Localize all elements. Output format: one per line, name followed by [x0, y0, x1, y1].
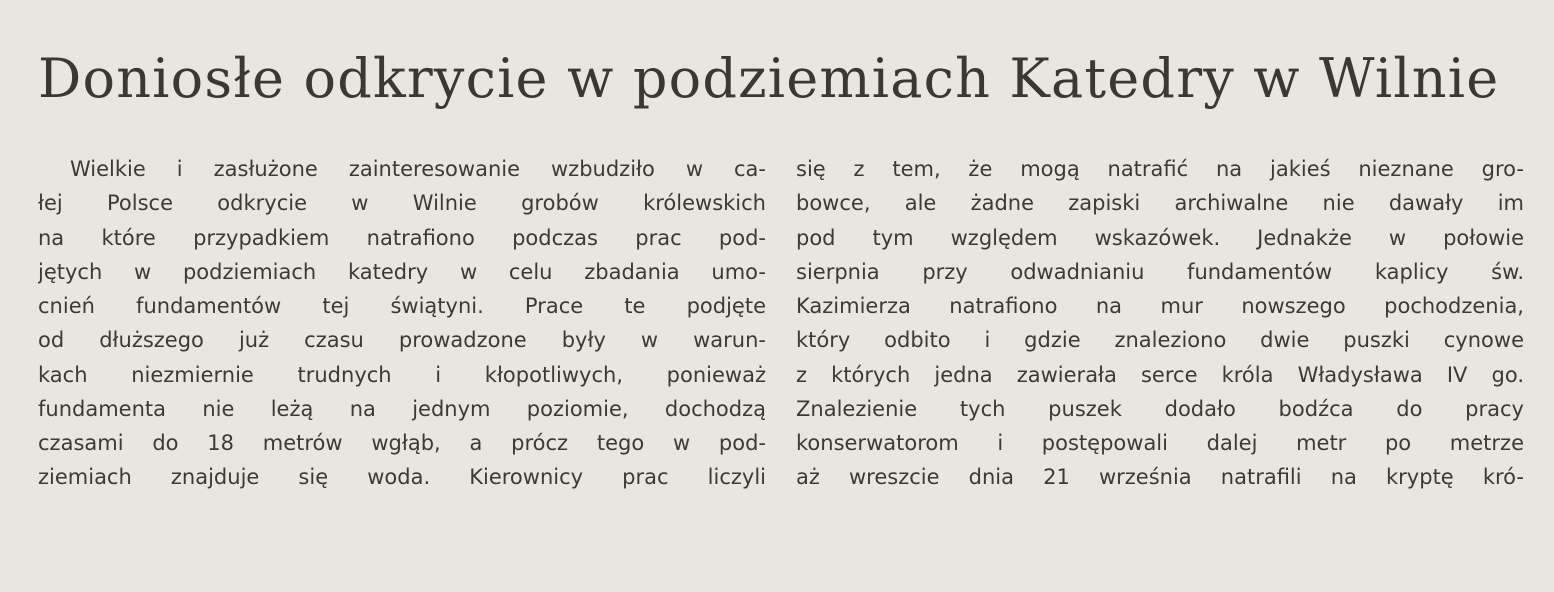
text-line: który odbito i gdzie znaleziono dwie puszki cynowe	[796, 328, 1524, 353]
text-line: konserwatorom i postępowali dalej metr po metrze	[796, 431, 1524, 455]
text-line: bowce, ale żadne zapiski archiwalne nie dawały im	[796, 191, 1524, 216]
text-line: od dłuższego już czasu prowadzone były w warun-	[38, 328, 766, 353]
text-line: czasami do 18 metrów wgłąb, a prócz tego w pod-	[38, 431, 766, 455]
text-line: sierpnia przy odwadnianiu fundamentów kaplicy św.	[796, 259, 1524, 284]
text-line: z których jedna zawierała serce króla Władysława IV go.	[796, 362, 1524, 387]
text-line: ziemiach znajduje się woda. Kierownicy prac liczyli	[38, 465, 766, 490]
text-line: jętych w podziemiach katedry w celu zbadania umo-	[38, 259, 766, 284]
text-line: aż wreszcie dnia 21 września natrafili na kryptę kró-	[796, 465, 1524, 490]
text-line: pod tym względem wskazówek. Jednakże w połowie	[796, 225, 1524, 250]
article-headline: Doniosłe odkrycie w podziemiach Katedry w Wilnie	[38, 47, 1500, 110]
text-line: na które przypadkiem natrafiono podczas prac pod-	[38, 225, 766, 250]
left-text-column	[38, 152, 766, 495]
text-line: cnień fundamentów tej świątyni. Prace te podjęte	[38, 294, 766, 318]
text-line: łej Polsce odkrycie w Wilnie grobów królewskich	[38, 191, 766, 216]
text-line: Wielkie i zasłużone zainteresowanie wzbudziło w ca-	[70, 157, 766, 181]
text-line: się z tem, że mogą natrafić na jakieś nieznane gro-	[796, 157, 1524, 181]
text-line: Kazimierza natrafiono na mur nowszego pochodzenia,	[796, 294, 1524, 318]
text-line: Znalezienie tych puszek dodało bodźca do pracy	[796, 396, 1524, 421]
text-line: fundamenta nie leżą na jednym poziomie, dochodzą	[38, 396, 766, 421]
text-line: kach niezmiernie trudnych i kłopotliwych, ponieważ	[38, 362, 766, 387]
right-text-column	[796, 152, 1524, 495]
